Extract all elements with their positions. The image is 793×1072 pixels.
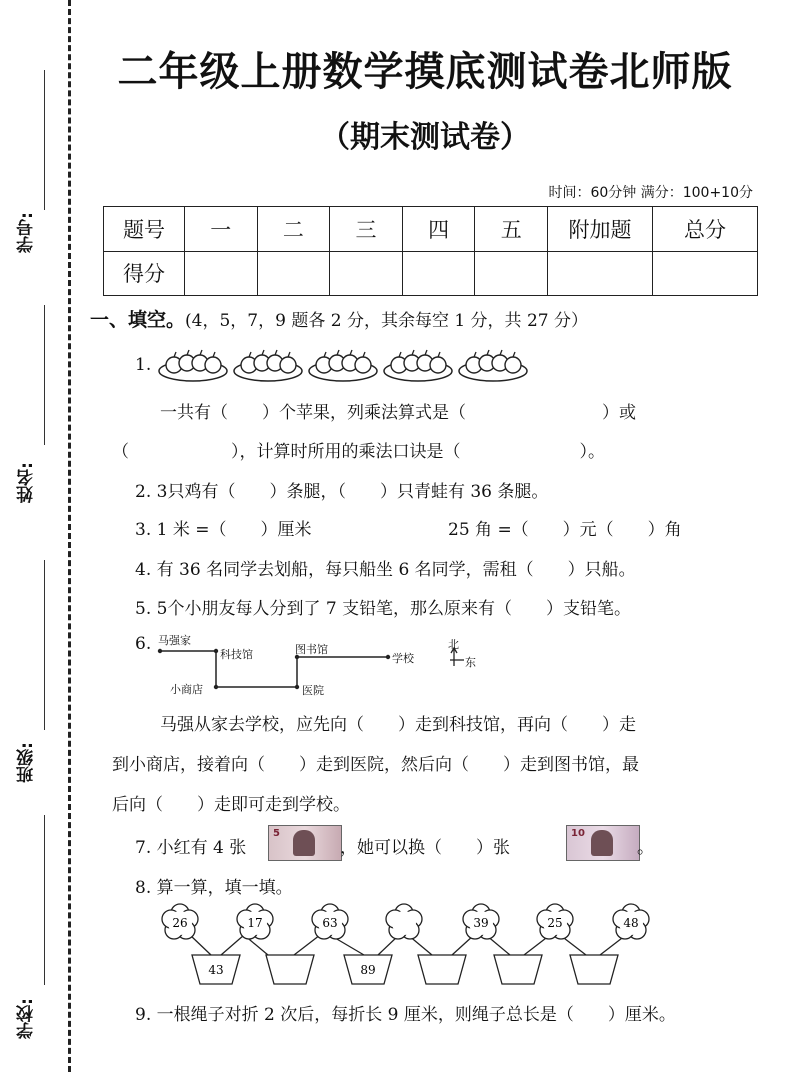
compass-north: 北 bbox=[448, 638, 459, 651]
map-label-school: 学校 bbox=[392, 652, 414, 665]
route-map bbox=[156, 636, 496, 698]
q1-number: 1. bbox=[135, 355, 152, 375]
binding-dash-line bbox=[68, 0, 71, 1072]
score-value-row bbox=[104, 251, 758, 296]
score-cell: 一 bbox=[185, 207, 258, 252]
q7-part1: 7. 小红有 4 张 bbox=[135, 838, 247, 858]
score-header-row bbox=[104, 207, 758, 252]
name-label: 姓名: bbox=[17, 462, 37, 503]
compass bbox=[448, 636, 488, 670]
flower-number: 25 bbox=[547, 916, 563, 930]
q6-line1: 马强从家去学校，应先向（ ）走到科技馆，再向（ ）走 bbox=[160, 715, 636, 735]
score-cell: 题号 bbox=[104, 207, 185, 252]
school-line bbox=[44, 815, 45, 985]
q6-line3: 后向（ ）走即可走到学校。 bbox=[112, 795, 350, 815]
flower-pot-puzzle bbox=[156, 900, 666, 990]
ten-yuan-banknote bbox=[566, 825, 640, 861]
flower-number: 48 bbox=[623, 916, 639, 930]
student-no-label: 学号: bbox=[17, 212, 37, 253]
q6-number: 6. bbox=[135, 634, 152, 654]
pot-number: 89 bbox=[360, 963, 376, 977]
five-yuan-banknote bbox=[268, 825, 342, 861]
page-title: 二年级上册数学摸底测试卷北师版 bbox=[117, 49, 733, 95]
name-line bbox=[44, 305, 45, 445]
student-no-line bbox=[44, 70, 45, 210]
q1-line1: 一共有（ ）个苹果，列乘法算式是（ ）或 bbox=[160, 403, 636, 423]
q8-text: 8. 算一算，填一填。 bbox=[135, 878, 293, 898]
map-label-hospital: 医院 bbox=[302, 684, 324, 697]
q7-part2: ，她可以换（ ）张 bbox=[340, 838, 510, 858]
score-cell: 三 bbox=[330, 207, 403, 252]
q3-part-b: 25 角 =（ ）元（ ）角 bbox=[448, 520, 682, 540]
score-cell: 附加题 bbox=[548, 207, 653, 252]
score-table bbox=[103, 206, 758, 296]
apple-plates-image bbox=[158, 347, 533, 385]
score-input-cell[interactable] bbox=[475, 251, 548, 296]
map-label-home: 马强家 bbox=[158, 634, 191, 647]
q1-line2: （ ），计算时所用的乘法口诀是（ ）。 bbox=[112, 442, 605, 462]
q4: 4. 有 36 名同学去划船，每只船坐 6 名同学，需租（ ）只船。 bbox=[135, 560, 636, 580]
score-input-cell[interactable] bbox=[653, 251, 758, 296]
q2: 2. 3只鸡有（ ）条腿，（ ）只青蛙有 36 条腿。 bbox=[135, 482, 549, 502]
flower-number: 26 bbox=[172, 916, 188, 930]
page-subtitle: （期末测试卷） bbox=[320, 120, 530, 155]
map-label-science: 科技馆 bbox=[220, 648, 253, 661]
school-label: 学校: bbox=[17, 998, 37, 1039]
score-cell: 二 bbox=[257, 207, 330, 252]
flower-number: 63 bbox=[322, 916, 338, 930]
q5: 5. 5个小朋友每人分到了 7 支铅笔，那么原来有（ ）支铅笔。 bbox=[135, 599, 632, 619]
q6-line2: 到小商店，接着向（ ）走到医院，然后向（ ）走到图书馆，最 bbox=[112, 755, 639, 775]
score-input-cell[interactable] bbox=[257, 251, 330, 296]
section-heading bbox=[90, 305, 588, 332]
flower-number: 39 bbox=[473, 916, 489, 930]
class-line bbox=[44, 560, 45, 730]
score-input-cell[interactable] bbox=[402, 251, 475, 296]
class-label: 班级: bbox=[17, 742, 37, 783]
q3-part-a: 3. 1 米 =（ ）厘米 bbox=[135, 520, 312, 540]
compass-east: 东 bbox=[465, 656, 476, 669]
bill-value: 10 bbox=[571, 828, 585, 839]
map-label-library: 图书馆 bbox=[295, 643, 328, 656]
bill-value: 5 bbox=[273, 828, 280, 839]
section-note: (4，5，7，9 题各 2 分，其余每空 1 分，共 27 分） bbox=[185, 311, 589, 331]
map-label-shop: 小商店 bbox=[170, 683, 203, 696]
section-title: 一、填空。 bbox=[90, 309, 186, 331]
score-cell: 五 bbox=[475, 207, 548, 252]
score-input-cell[interactable] bbox=[548, 251, 653, 296]
score-cell: 四 bbox=[402, 207, 475, 252]
q7-part3: 。 bbox=[637, 838, 654, 858]
score-input-cell[interactable] bbox=[185, 251, 258, 296]
flower-number: 17 bbox=[247, 916, 263, 930]
score-cell: 总分 bbox=[653, 207, 758, 252]
pot-number: 43 bbox=[208, 963, 224, 977]
exam-meta: 时间：60分钟 满分：100+10分 bbox=[548, 185, 753, 201]
score-input-cell[interactable] bbox=[330, 251, 403, 296]
score-cell: 得分 bbox=[104, 251, 185, 296]
q9: 9. 一根绳子对折 2 次后，每折长 9 厘米，则绳子总长是（ ）厘米。 bbox=[135, 1005, 676, 1025]
